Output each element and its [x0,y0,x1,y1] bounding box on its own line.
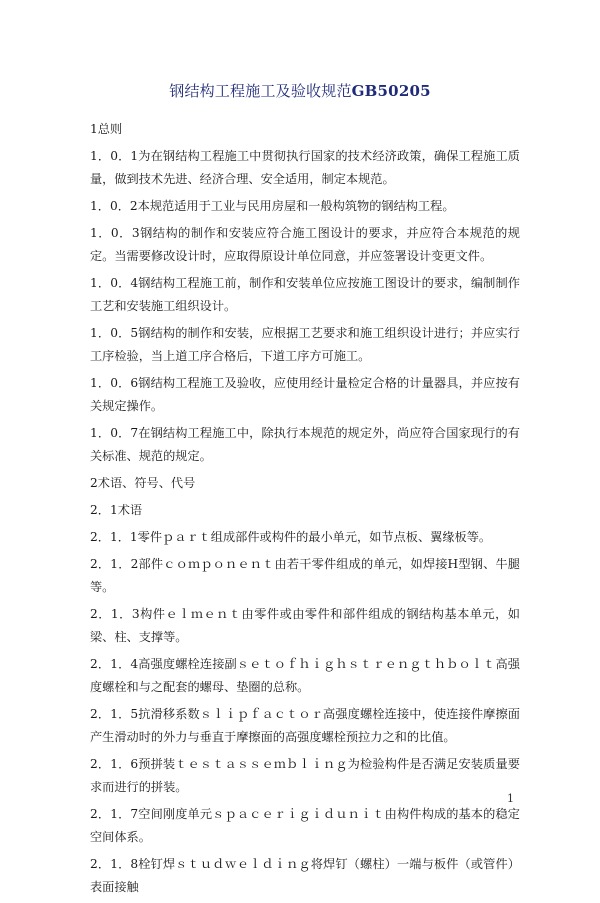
clause-2-1-6: 2．1．6预拼装ｔｅｓｔａｓｓｅｍｂｌｉｎｇ为检验构件是否满足安装质量要求而进行的拼装。 [90,757,520,794]
section-heading: 2术语、符号、代号 [90,476,196,490]
clause-1-0-7: 1．0．7在钢结构工程施工中，除执行本规范的规定外，尚应符合国家现行的有关标准、规范的规定。 [90,426,520,463]
clause-2-1-7: 2．1．7空间刚度单元ｓｐａｃｅｒｉｇｉｄｕｎｉｔ由构件构成的基本的稳定空间体系。 [90,807,520,844]
title-code: GB50205 [351,82,431,100]
clause-2-1-8: 2．1．8栓钉焊ｓｔｕｄｗｅｌｄｉｎｇ将焊钉（螺柱）一端与板件（或管件）表面接触 [90,857,520,894]
section-heading: 1总则 [90,122,123,136]
title-main: 钢结构工程施工及验收规范 [169,82,352,100]
clause-1-0-5: 1．0．5钢结构的制作和安装，应根据工艺要求和施工组织设计进行；并应实行工序检验，当上道工序合格后，下道工序方可施工。 [90,326,520,363]
clause-2-1-4: 2．1．4高强度螺栓连接副ｓｅｔｏｆｈｉｇｈｓｔｒｅｎｇｔｈｂｏｌｔ高强度螺栓和与之配套的螺母、垫圈的总称。 [90,657,520,694]
clause-2-1-5: 2．1．5抗滑移系数ｓｌｉｐｆａｃｔｏｒ高强度螺栓连接中，使连接件摩擦面产生滑动时的外力与垂直于摩擦面的高强度螺栓预拉力之和的比值。 [90,707,520,744]
document-title [0,80,600,101]
clause-2-1-2: 2．1．2部件ｃｏｍｐｏｎｅｎｔ由若干零件组成的单元，如焊接H型钢、牛腿等。 [90,557,520,594]
page-number: 1 [507,792,514,805]
clause-1-0-2: 1．0．2本规范适用于工业与民用房屋和一般构筑物的钢结构工程。 [90,199,455,213]
clause-1-0-3: 1．0．3钢结构的制作和安装应符合施工图设计的要求，并应符合本规范的规定。当需要修改设计时，应取得原设计单位同意，并应签署设计变更文件。 [90,226,520,263]
clause-1-0-6: 1．0．6钢结构工程施工及验收，应使用经计量检定合格的计量器具，并应按有关规定操作。 [90,376,520,413]
subsection-heading: 2．1术语 [90,503,143,517]
clause-1-0-4: 1．0．4钢结构工程施工前，制作和安装单位应按施工图设计的要求，编制制作工艺和安装施工组织设计。 [90,276,520,313]
clause-2-1-1: 2．1．1零件ｐａｒｔ组成部件或构件的最小单元，如节点板、翼缘板等。 [90,530,492,544]
document-body [90,118,520,903]
clause-2-1-3: 2．1．3构件ｅｌｍｅｎｔ由零件或由零件和部件组成的钢结构基本单元，如梁、柱、支撑等。 [90,607,520,644]
clause-1-0-1: 1．0．1为在钢结构工程施工中贯彻执行国家的技术经济政策，确保工程施工质量，做到技术先进、经济合理、安全适用，制定本规范。 [90,149,520,186]
